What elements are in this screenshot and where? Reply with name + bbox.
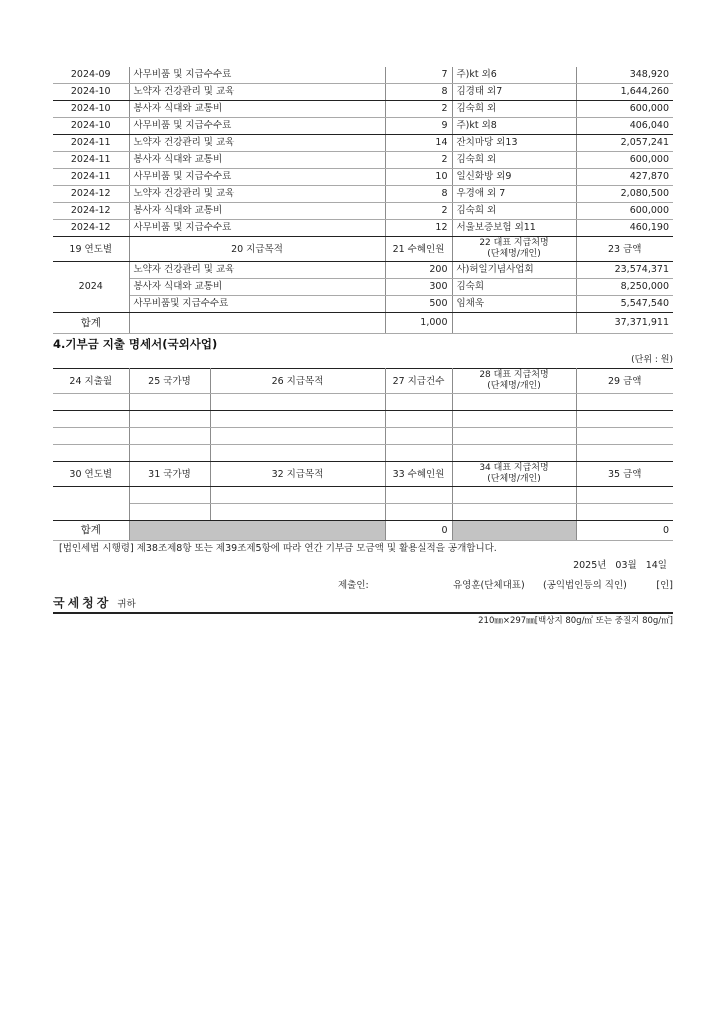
header-payee: [452, 369, 576, 394]
empty-row: [53, 411, 673, 428]
payee-cell: 일신화방 외9: [452, 169, 576, 186]
total-beneficiaries: 0: [385, 521, 452, 541]
header-amount: 35 금액: [576, 462, 673, 487]
table-row: [53, 152, 673, 169]
empty-row: [53, 428, 673, 445]
purpose-cell: 봉사자 식대와 교통비: [129, 203, 385, 220]
purpose-cell: 노약자 건강관리 및 교육: [129, 135, 385, 152]
purpose-cell: 사무비품 및 지급수수료: [129, 220, 385, 237]
table-row: [53, 67, 673, 84]
month-cell: 2024-10: [53, 118, 129, 135]
recipient: [53, 594, 673, 614]
total-payee-empty: [452, 313, 576, 334]
header-payee-line1: 28 대표 지급처명: [479, 370, 549, 380]
amount-cell: 600,000: [576, 152, 673, 169]
table-row: [53, 135, 673, 152]
month-cell: 2024-12: [53, 220, 129, 237]
amount-cell: 600,000: [576, 101, 673, 118]
payee-cell: 잔치마당 외13: [452, 135, 576, 152]
month-cell: 2024-12: [53, 186, 129, 203]
overseas-monthly-header-row: [53, 369, 673, 394]
header-payee-line2: (단체명/개인): [487, 381, 541, 391]
table-row: [53, 101, 673, 118]
total-payee-grey-cell: [452, 521, 576, 541]
count-cell: 10: [385, 169, 452, 186]
header-amount: 23 금액: [576, 237, 673, 262]
beneficiaries-cell: 500: [385, 296, 452, 313]
count-cell: 12: [385, 220, 452, 237]
header-payee: [452, 237, 576, 262]
submitter-name: 유영훈(단체대표): [453, 580, 525, 591]
beneficiaries-cell: 300: [385, 279, 452, 296]
amount-cell: 427,870: [576, 169, 673, 186]
payee-cell: 주)kt 외8: [452, 118, 576, 135]
amount-cell: 8,250,000: [576, 279, 673, 296]
amount-cell: 348,920: [576, 67, 673, 84]
month-cell: 2024-11: [53, 152, 129, 169]
purpose-cell: 사무비품 및 지급수수료: [129, 169, 385, 186]
monthly-expenditure-table: [53, 67, 673, 334]
payee-cell: 사)허일기념사업회: [452, 262, 576, 279]
count-cell: 7: [385, 67, 452, 84]
amount-cell: 1,644,260: [576, 84, 673, 101]
table-row: [53, 220, 673, 237]
amount-cell: 600,000: [576, 203, 673, 220]
payee-cell: 김숙희 외: [452, 203, 576, 220]
count-cell: 2: [385, 152, 452, 169]
empty-row: [53, 394, 673, 411]
header-amount: 29 금액: [576, 369, 673, 394]
total-amount: 37,371,911: [576, 313, 673, 334]
header-payee-line1: 34 대표 지급처명: [479, 463, 549, 473]
paper-spec: 210㎜×297㎜[백상지 80g/㎡ 또는 중질지 80g/㎡]: [478, 616, 673, 626]
empty-row: [53, 504, 673, 521]
annual-header-row: [53, 237, 673, 262]
header-purpose: 32 지급목적: [210, 462, 385, 487]
total-purpose-empty: [129, 313, 385, 334]
beneficiaries-cell: 200: [385, 262, 452, 279]
total-grey-cell: [129, 521, 385, 541]
total-amount: 0: [576, 521, 673, 541]
recipient-name: 국세청장: [53, 596, 112, 610]
count-cell: 14: [385, 135, 452, 152]
total-beneficiaries: 1,000: [385, 313, 452, 334]
payee-cell: 주)kt 외6: [452, 67, 576, 84]
seal-mark: [인]: [656, 580, 673, 591]
purpose-cell: 노약자 건강관리 및 교육: [129, 84, 385, 101]
count-cell: 9: [385, 118, 452, 135]
submitter-role: (공익법인등의 직인): [543, 580, 627, 591]
header-month: 24 지출월: [53, 369, 129, 394]
header-year: 30 연도별: [53, 462, 129, 487]
empty-row: [53, 445, 673, 462]
overseas-annual-header-row: [53, 462, 673, 487]
purpose-cell: 봉사자 식대와 교통비: [129, 101, 385, 118]
payee-cell: 서울보증보험 외11: [452, 220, 576, 237]
count-cell: 2: [385, 101, 452, 118]
month-cell: 2024-11: [53, 169, 129, 186]
amount-cell: 460,190: [576, 220, 673, 237]
purpose-cell: 봉사자 식대와 교통비: [129, 152, 385, 169]
payee-cell: 우경애 외 7: [452, 186, 576, 203]
header-payee-line2: (단체명/개인): [487, 474, 541, 484]
header-count: 27 지급건수: [385, 369, 452, 394]
header-beneficiaries: 33 수혜인원: [385, 462, 452, 487]
section-4-title: 4.기부금 지출 명세서(국외사업): [53, 337, 218, 351]
table-row: [53, 262, 673, 279]
purpose-cell: 노약자 건강관리 및 교육: [129, 186, 385, 203]
month-cell: 2024-12: [53, 203, 129, 220]
legal-notice: [법인세법 시행령] 제38조제8항 또는 제39조제5항에 따라 연간 기부금 모금액 및 활용실적을 공개합니다.: [59, 543, 497, 554]
payee-cell: 김숙희 외: [452, 152, 576, 169]
purpose-cell: 사무비품 및 지급수수료: [129, 118, 385, 135]
table-row: [53, 84, 673, 101]
header-payee: [452, 462, 576, 487]
header-country: 31 국가명: [129, 462, 210, 487]
table-row: [53, 186, 673, 203]
amount-cell: 5,547,540: [576, 296, 673, 313]
header-purpose: 26 지급목적: [210, 369, 385, 394]
purpose-cell: 노약자 건강관리 및 교육: [129, 262, 385, 279]
header-purpose: 20 지급목적: [129, 237, 385, 262]
submitter-label: 제출인:: [338, 580, 369, 591]
table-row: [53, 118, 673, 135]
table-row: [53, 296, 673, 313]
overseas-expenditure-table: [53, 368, 673, 541]
month-cell: 2024-10: [53, 84, 129, 101]
recipient-suffix: 귀하: [117, 599, 136, 610]
month-cell: 2024-09: [53, 67, 129, 84]
header-beneficiaries: 21 수혜인원: [385, 237, 452, 262]
payee-cell: 임채욱: [452, 296, 576, 313]
header-payee-line2: (단체명/개인): [487, 249, 541, 259]
amount-cell: 2,057,241: [576, 135, 673, 152]
month-cell: 2024-10: [53, 101, 129, 118]
payee-cell: 김경태 외7: [452, 84, 576, 101]
donation-report-page: [53, 67, 673, 628]
table-row: [53, 169, 673, 186]
submission-date: 2025년 03월 14일: [573, 560, 667, 571]
submitter-row: [53, 574, 673, 594]
total-label: 합계: [53, 521, 129, 541]
unit-label: (단위 : 원): [631, 355, 673, 365]
table-row: [53, 279, 673, 296]
month-cell: 2024-11: [53, 135, 129, 152]
purpose-cell: 사무비품 및 지급수수료: [129, 67, 385, 84]
purpose-cell: 봉사자 식대와 교통비: [129, 279, 385, 296]
year-cell: 2024: [53, 262, 129, 313]
amount-cell: 23,574,371: [576, 262, 673, 279]
payee-cell: 김숙희: [452, 279, 576, 296]
header-year: 19 연도별: [53, 237, 129, 262]
count-cell: 8: [385, 84, 452, 101]
total-row: [53, 313, 673, 334]
count-cell: 8: [385, 186, 452, 203]
total-label: 합계: [53, 313, 129, 334]
amount-cell: 406,040: [576, 118, 673, 135]
amount-cell: 2,080,500: [576, 186, 673, 203]
header-country: 25 국가명: [129, 369, 210, 394]
overseas-total-row: [53, 521, 673, 541]
payee-cell: 김숙희 외: [452, 101, 576, 118]
table-row: [53, 203, 673, 220]
count-cell: 2: [385, 203, 452, 220]
header-payee-line1: 22 대표 지급처명: [479, 238, 549, 248]
empty-row: [53, 487, 673, 504]
purpose-cell: 사무비품및 지급수수료: [129, 296, 385, 313]
